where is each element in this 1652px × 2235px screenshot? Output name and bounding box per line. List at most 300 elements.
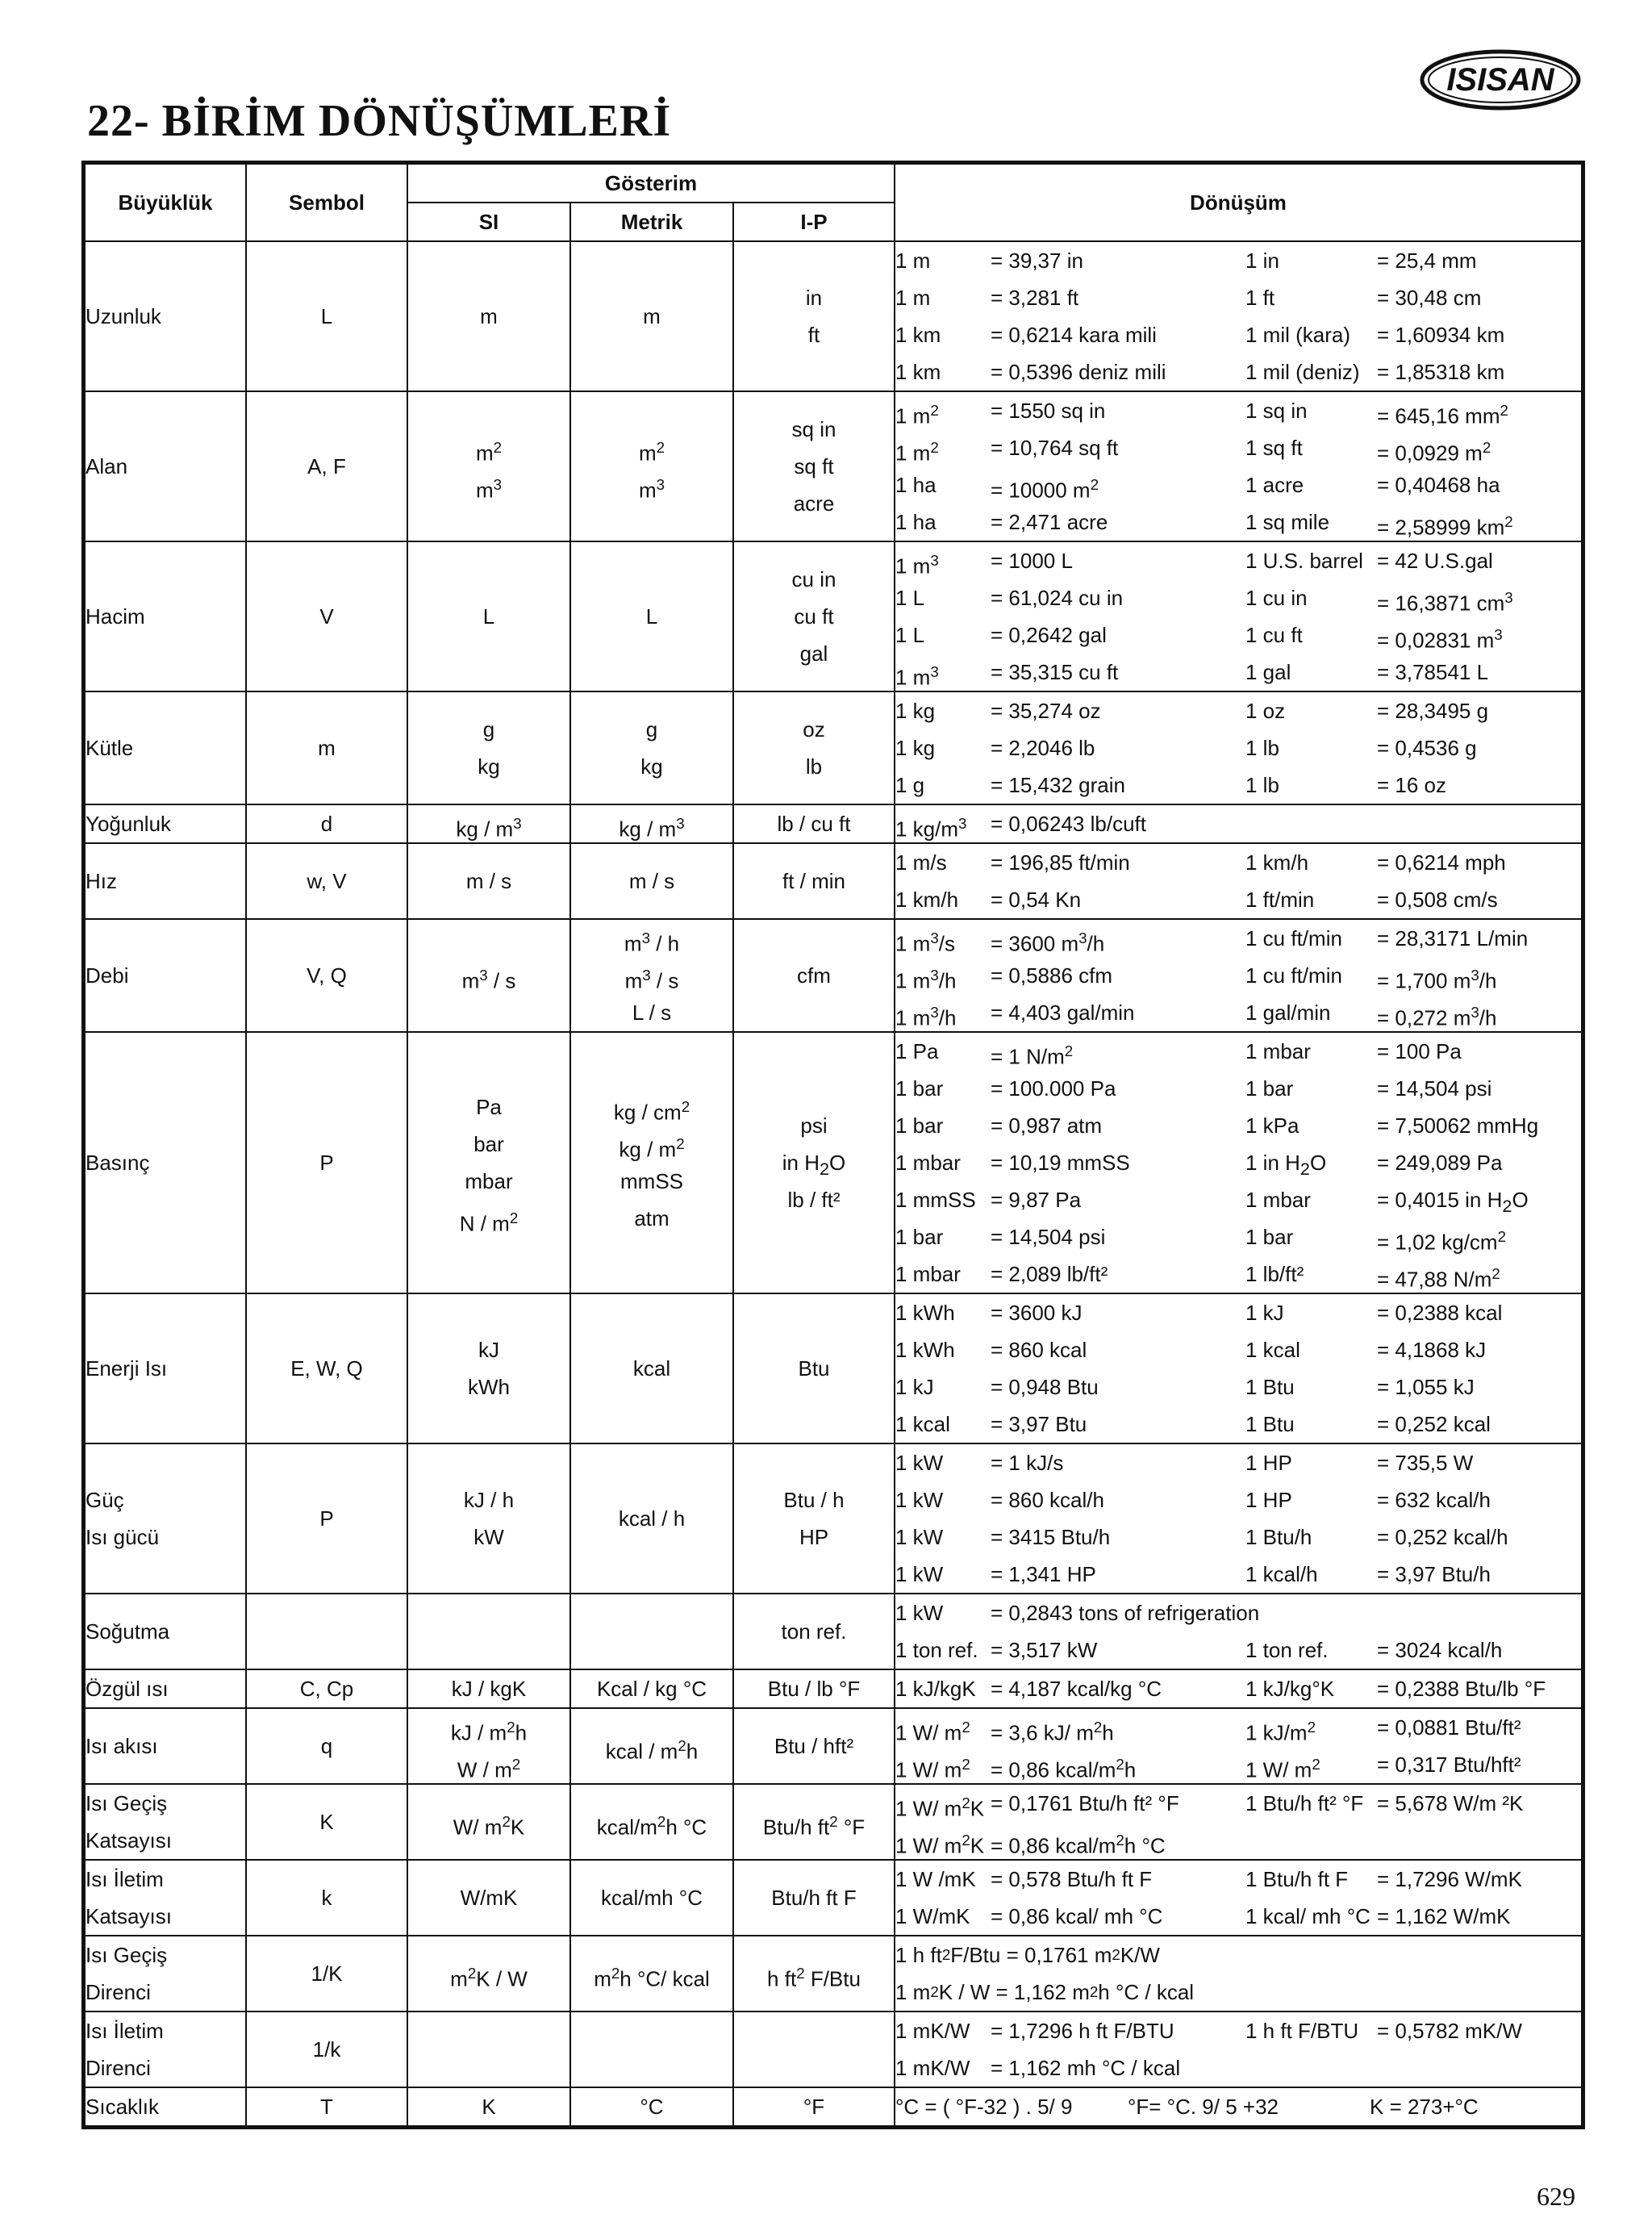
metric-cell-line: m [643, 304, 661, 328]
quantity-cell-line: Isı İletim [86, 1867, 164, 1891]
symbol-cell [246, 1594, 407, 1669]
conversion-part: = 47,88 $N/m^2$ [1377, 1265, 1500, 1292]
metric-cell-line: kcal/$m^2h$ °C [596, 1813, 707, 1840]
conversion-part: 1 cu ft/min [1245, 926, 1342, 950]
conversion-cell [895, 1293, 1582, 1443]
conversion-line [895, 2012, 1581, 2049]
table-row [85, 1443, 1582, 1594]
conversion-cell [895, 691, 1582, 804]
symbol-cell [246, 391, 407, 541]
metric-cell-line: $m^2h$ °C/ kcal [594, 1965, 710, 1991]
table-row [85, 2012, 1582, 2087]
conversion-part: 1 Btu/h ft F [1245, 1867, 1349, 1891]
conversion-part: 1 ton ref. [895, 1638, 978, 1662]
conversion-part [1245, 805, 1377, 842]
conversion-part: = 3,97 Btu [991, 1412, 1087, 1436]
conversion-line [895, 881, 1581, 918]
table-row [85, 1032, 1582, 1293]
conversion-part: = 0,2388 Btu/lb °F [1377, 1677, 1546, 1701]
si-cell-line: g [482, 717, 495, 742]
conversion-part: = 100.000 Pa [991, 1076, 1116, 1101]
symbol-cell-line: m [318, 736, 336, 760]
conversion-cell [895, 391, 1582, 541]
quantity-cell-line: Isı akısı [86, 1734, 158, 1758]
conversion-part: = 645,16 $mm^2$ [1377, 402, 1508, 428]
conversion-part: = 1550 sq in [991, 399, 1106, 423]
conversion-part: = 3,97 Btu/h [1377, 1562, 1491, 1586]
si-cell-line: $m^3$ / s [461, 967, 516, 993]
conversion-line [895, 466, 1581, 503]
conversion-part: 1 oz [1245, 699, 1286, 723]
conversion-part [1377, 805, 1581, 842]
conversion-line [895, 616, 1581, 654]
conversion-line [895, 503, 1581, 541]
conversion-part: = 0,987 atm [991, 1113, 1103, 1138]
conversion-part: 1 kWh [895, 1338, 955, 1362]
table-row [85, 1784, 1582, 1860]
header-quantity: Büyüklük [85, 164, 246, 241]
si-cell [407, 1784, 570, 1860]
symbol-cell [246, 1032, 407, 1293]
metric-cell [570, 1860, 733, 1936]
symbol-cell-line: 1/K [311, 1961, 343, 1986]
conversion-part: °C = ( °F-32 ) . 5/ 9 [895, 2095, 1073, 2119]
conversion-cell [895, 843, 1582, 919]
conversion-part: = 3,78541 L [1377, 660, 1489, 684]
metric-cell [570, 1293, 733, 1443]
conversion-part: 1 $m^3$ [895, 663, 939, 690]
metric-cell-line: kcal / h [618, 1506, 686, 1531]
conversion-part: 1 gal [1245, 660, 1291, 684]
conversion-part: = 1,162 mh °C / kcal [991, 2056, 1181, 2080]
conversion-part: = 735,5 W [1377, 1451, 1474, 1475]
conversion-cell [895, 2087, 1582, 2126]
conversion-line [895, 1746, 1581, 1783]
quantity-cell [85, 1708, 246, 1784]
conversion-part: 1 cu ft [1245, 623, 1303, 647]
conversion-part: 1 kg [895, 699, 936, 723]
metric-cell-line: atm [634, 1206, 670, 1230]
table-row [85, 843, 1582, 919]
header-display: Gösterim [407, 164, 895, 203]
metric-cell-line: °C [640, 2095, 664, 2119]
conversion-part: 1 L [895, 623, 925, 647]
conversion-part: = 0,4536 g [1377, 736, 1477, 760]
metric-cell [570, 1443, 733, 1594]
symbol-cell-line: P [319, 1151, 334, 1175]
quantity-cell [85, 1936, 246, 2012]
symbol-cell [246, 1669, 407, 1708]
conversion-part: 1 kJ [895, 1375, 934, 1399]
conversion-part: 1 L [895, 586, 925, 610]
conversion-part: 1 mmSS [895, 1188, 976, 1212]
conversion-part: = 1,055 kJ [1377, 1375, 1475, 1399]
conversion-part: 1 m [895, 286, 931, 310]
conversion-part: 1 mK/W [895, 2056, 970, 2080]
conversion-part: = 28,3171 L/min [1377, 926, 1529, 950]
ip-cell [733, 1784, 895, 1860]
ip-cell-line: Btu/h $ft^2$ °F [762, 1813, 866, 1840]
si-cell-line: kJ / h [463, 1488, 515, 1512]
conversion-part: = 4,403 gal/min [991, 1001, 1135, 1025]
conversion-part: 1 kg [895, 736, 936, 760]
symbol-cell-line: T [320, 2095, 333, 2119]
conversion-cell [895, 1443, 1582, 1594]
si-cell [407, 1860, 570, 1936]
conversion-part: 1 mil (kara) [1245, 323, 1351, 347]
metric-cell [570, 541, 733, 691]
conversion-cell [895, 1936, 1582, 2012]
quantity-cell-line: Uzunluk [86, 304, 161, 328]
table-row [85, 691, 1582, 804]
conversion-part: = 1000 L [991, 549, 1073, 573]
conversion-part: = 0,5396 deniz mili [991, 360, 1166, 384]
ip-cell-line: oz [803, 717, 825, 742]
conversion-cell [895, 919, 1582, 1032]
conversion-part: = 3415 Btu/h [991, 1525, 1111, 1549]
ip-cell-line: sq ft [794, 454, 834, 478]
conversion-part: = 0,252 kcal [1377, 1412, 1491, 1436]
ip-cell-line: lb / ft² [787, 1188, 841, 1212]
conversion-part: 1 kWh [895, 1301, 955, 1325]
si-cell [407, 2012, 570, 2087]
conversion-line [895, 957, 1581, 994]
si-cell-line: kg / $m^3$ [456, 815, 522, 842]
quantity-cell-line: Hız [86, 869, 117, 893]
quantity-cell-line: Güç [86, 1488, 124, 1512]
table-row [85, 919, 1582, 1032]
si-cell-line: $m^3$ [475, 476, 503, 503]
conversion-line [895, 1861, 1581, 1898]
conversion-line [895, 1822, 1581, 1859]
conversion-line [895, 844, 1581, 881]
conversion-part [1377, 1594, 1581, 1631]
ip-cell-line: °F [803, 2095, 825, 2119]
ip-cell-line: lb / cu ft [777, 812, 851, 836]
conversion-line [895, 805, 1581, 842]
metric-cell [570, 1032, 733, 1293]
conversion-line [895, 1519, 1581, 1556]
conversion-part: 1 W /mK [895, 1867, 976, 1891]
quantity-cell [85, 1784, 246, 1860]
metric-cell [570, 1708, 733, 1784]
ip-cell [733, 241, 895, 391]
symbol-cell-line: A, F [307, 454, 346, 478]
si-cell [407, 1293, 570, 1443]
conversion-part: 1 ft/min [1245, 888, 1315, 912]
si-cell [407, 1669, 570, 1708]
conversion-part: 1 Btu/h ft² °F [1245, 1791, 1364, 1815]
conversion-part: = 196,85 ft/min [991, 850, 1130, 875]
quantity-cell [85, 1669, 246, 1708]
conversion-part: 1 $kJ/m^2$ [1245, 1719, 1316, 1745]
table-row [85, 1708, 1582, 1784]
conversion-cell [895, 1708, 1582, 1784]
conversion-cell [895, 2012, 1582, 2087]
conversion-part: 1 g [895, 773, 925, 797]
quantity-cell [85, 691, 246, 804]
conversion-line [895, 392, 1581, 429]
conversion-part: 1 mK/W [895, 2019, 970, 2043]
conversion-part: = 0,54 Kn [991, 888, 1082, 912]
page-title: 22- BİRİM DÖNÜŞÜMLERİ [87, 96, 672, 146]
conversion-line [895, 1107, 1581, 1144]
conversion-part: 1 bar [895, 1225, 944, 1249]
unit-conversion-table [84, 163, 1583, 2127]
ip-cell-line: psi [800, 1113, 828, 1138]
conversion-part: 1 kJ [1245, 1301, 1284, 1325]
symbol-cell-line: P [319, 1506, 334, 1531]
si-cell [407, 1443, 570, 1594]
conversion-part: 1 HP [1245, 1488, 1292, 1512]
conversion-line: 1 h ft 2 F/Btu = 0,1761 m 2 K/W [895, 1943, 1160, 1967]
quantity-cell [85, 391, 246, 541]
conversion-line [895, 579, 1581, 616]
metric-cell-line: kg / $cm^2$ [613, 1098, 690, 1125]
quantity-cell [85, 1594, 246, 1669]
conversion-part: 1 kW [895, 1562, 944, 1586]
si-cell-line: W/mK [460, 1886, 518, 1910]
metric-cell [570, 1594, 733, 1669]
si-cell [407, 843, 570, 919]
conversion-part: 1 $kg/m^3$ [895, 815, 967, 842]
ip-cell [733, 804, 895, 843]
conversion-line [895, 542, 1581, 579]
quantity-cell-line: Hacim [86, 604, 145, 629]
conversion-cell [895, 541, 1582, 691]
metric-cell [570, 1936, 733, 2012]
table-row [85, 1594, 1582, 1669]
metric-cell-line: g [645, 717, 658, 742]
logo-text: ISISAN [1446, 62, 1554, 98]
quantity-cell-line: Sıcaklık [86, 2095, 160, 2119]
conversion-line [895, 2049, 1581, 2087]
ip-cell [733, 2087, 895, 2126]
metric-cell [570, 2012, 733, 2087]
header-symbol: Sembol [246, 164, 407, 241]
conversion-part: 1 $m^3$ [895, 552, 939, 579]
conversion-part: = 3,6 kJ/ $m^2h$ [991, 1719, 1114, 1745]
si-cell-line: kg [478, 754, 500, 779]
conversion-part: = 1 $N/m^2$ [991, 1042, 1074, 1069]
symbol-cell-line: k [321, 1886, 332, 1910]
quantity-cell-line: Soğutma [86, 1619, 170, 1644]
conversion-part: 1 ton ref. [1245, 1638, 1329, 1662]
metric-cell-line: kcal/mh °C [601, 1886, 703, 1910]
conversion-part: = 1,162 W/mK [1377, 1904, 1511, 1928]
conversion-part: 1 km [895, 360, 941, 384]
conversion-part: = 1,60934 km [1377, 323, 1505, 347]
si-cell-line: N / $m^2$ [459, 1209, 519, 1236]
quantity-cell-line: Yoğunluk [86, 812, 172, 836]
conversion-part: 1 kcal [1245, 1338, 1300, 1362]
conversion-part: 1 Btu/h [1245, 1525, 1312, 1549]
symbol-cell [246, 804, 407, 843]
conversion-part: = 5,678 W/m ²K [1377, 1791, 1524, 1815]
ip-cell-line: Btu / lb °F [767, 1677, 861, 1701]
conversion-part: = 0,5886 cfm [991, 963, 1113, 988]
conversion-line [895, 654, 1581, 691]
si-cell [407, 1032, 570, 1293]
conversion-line [895, 1898, 1581, 1935]
conversion-part: 1 cu in [1245, 586, 1308, 610]
ip-cell [733, 541, 895, 691]
conversion-cell [895, 1784, 1582, 1860]
quantity-cell-line: Isı gücü [86, 1525, 160, 1549]
conversion-part: = 15,432 grain [991, 773, 1125, 797]
conversion-line [895, 242, 1581, 279]
conversion-part: = 35,274 oz [991, 699, 1101, 723]
quantity-cell [85, 1443, 246, 1594]
conversion-part: = 0,6214 kara mili [991, 323, 1157, 347]
header-conversion: Dönüşüm [895, 164, 1582, 241]
ip-cell-line: Btu / hft² [774, 1734, 854, 1758]
quantity-cell-line: Isı Geçiş [86, 1943, 168, 1967]
si-cell [407, 919, 570, 1032]
si-cell-line: kJ / $m^2h$ [450, 1719, 528, 1745]
quantity-cell [85, 2012, 246, 2087]
conversion-part: = 0,2642 gal [991, 623, 1107, 647]
quantity-cell-line: Katsayısı [86, 1904, 172, 1928]
si-cell [407, 1594, 570, 1669]
conversion-part: = 632 kcal/h [1377, 1488, 1491, 1512]
conversion-part: = 4,1868 kJ [1377, 1338, 1487, 1362]
table-row [85, 1669, 1582, 1708]
conversion-part: 1 mbar [1245, 1188, 1311, 1212]
si-cell-line: m / s [465, 869, 512, 893]
conversion-part: 1 kPa [1245, 1113, 1299, 1138]
conversion-line [895, 1444, 1581, 1481]
conversion-part: 1 W/ $m^2$ [895, 1756, 970, 1782]
conversion-part: 1 lb [1245, 736, 1279, 760]
conversion-part: 1 kcal/h [1245, 1562, 1318, 1586]
conversion-part: = 61,024 cu in [991, 586, 1124, 610]
conversion-part: = 25,4 mm [1377, 249, 1477, 273]
symbol-cell-line: 1/k [312, 2037, 341, 2062]
table-row [85, 804, 1582, 843]
table-row [85, 2087, 1582, 2126]
conversion-part: 1 $m^2$ [895, 402, 939, 428]
conversion-part: 1 kcal [895, 1412, 950, 1436]
conversion-part: °F= °C. 9/ 5 +32 [1128, 2095, 1279, 2119]
ip-cell-line: h $ft^2$ F/Btu [767, 1965, 861, 1991]
conversion-line [895, 1481, 1581, 1519]
conversion-part: 1 W/ $m^2$ [895, 1719, 970, 1745]
symbol-cell [246, 241, 407, 391]
metric-cell-line: kg [640, 754, 663, 779]
quantity-cell-line: Kütle [86, 736, 134, 760]
ip-cell-line: ft / min [782, 869, 845, 893]
si-cell-line: m [480, 304, 498, 328]
quantity-cell [85, 1032, 246, 1293]
metric-cell [570, 919, 733, 1032]
quantity-cell [85, 804, 246, 843]
ip-cell [733, 2012, 895, 2087]
symbol-cell-line: L [320, 304, 333, 328]
symbol-cell-line: q [320, 1734, 333, 1758]
conversion-line [895, 2088, 1581, 2125]
symbol-cell [246, 541, 407, 691]
conversion-part: 1 mbar [895, 1151, 961, 1175]
conversion-cell [895, 804, 1582, 843]
conversion-part: = 39,37 in [991, 249, 1083, 273]
si-cell [407, 1708, 570, 1784]
si-cell-line: mbar [465, 1169, 513, 1193]
symbol-cell-line: d [320, 812, 333, 836]
metric-cell-line: L / s [632, 1001, 672, 1025]
conversion-part: = 1,7296 W/mK [1377, 1867, 1522, 1891]
conversion-line: 1 m 2 K / W = 1,162 m 2 h °C / kcal [895, 1980, 1195, 2004]
conversion-part: = 10,19 mmSS [991, 1151, 1130, 1175]
ip-cell-line: cu ft [794, 604, 834, 629]
metric-cell-line: $m^2$ [638, 439, 665, 466]
conversion-line [895, 1785, 1581, 1822]
conversion-part: = 1,700 $m^3/h$ [1377, 967, 1497, 993]
si-cell-line: L [482, 604, 495, 629]
conversion-part: = 16,3871 $cm^3$ [1377, 589, 1513, 616]
conversion-part: 1 W/ $m^2K$ [895, 1794, 985, 1821]
si-cell-line: W / $m^2$ [457, 1756, 521, 1782]
conversion-line [895, 1368, 1581, 1406]
quantity-cell [85, 919, 246, 1032]
conversion-part: = 0,5782 mK/W [1377, 2019, 1522, 2043]
ip-cell [733, 1860, 895, 1936]
conversion-part: = 1,02 $kg/cm^2$ [1377, 1228, 1506, 1255]
conversion-part: = 1,85318 km [1377, 360, 1505, 384]
ip-cell-line: cu in [791, 567, 836, 591]
conversion-part: 1 kcal/ mh °C [1245, 1904, 1370, 1928]
metric-cell-line: L [645, 604, 658, 629]
metric-cell [570, 2087, 733, 2126]
conversion-part: 1 $m^3/h$ [895, 967, 957, 993]
si-cell [407, 691, 570, 804]
conversion-part: = 1 kJ/s [991, 1451, 1064, 1475]
conversion-part: 1 kW [895, 1525, 944, 1549]
ip-cell-line: sq in [791, 417, 836, 441]
conversion-part: 1 kJ/kg°K [1245, 1677, 1335, 1701]
metric-cell-line: Kcal / kg °C [596, 1677, 707, 1701]
symbol-cell [246, 1860, 407, 1936]
ip-cell-line: acre [793, 491, 835, 516]
conversion-part: = 0,2388 kcal [1377, 1301, 1503, 1325]
conversion-part: 1 bar [895, 1113, 944, 1138]
metric-cell-line: kg / $m^3$ [619, 815, 685, 842]
conversion-part [1377, 2049, 1581, 2087]
conversion-line [895, 1070, 1581, 1107]
conversion-line [895, 1033, 1581, 1070]
metric-cell-line: m / s [628, 869, 675, 893]
conversion-part: 1 bar [1245, 1076, 1294, 1101]
conversion-part: = 30,48 cm [1377, 286, 1482, 310]
conversion-part: 1 ha [895, 510, 937, 534]
conversion-part: 1 gal/min [1245, 1001, 1331, 1025]
conversion-line [895, 1294, 1581, 1331]
conversion-part: = 2,58999 $km^2$ [1377, 513, 1513, 540]
metric-cell [570, 241, 733, 391]
quantity-cell-line: Özgül ısı [86, 1677, 169, 1701]
conversion-part: 1 km/h [895, 888, 959, 912]
table-row [85, 241, 1582, 391]
si-cell-line: kJ [478, 1338, 499, 1362]
symbol-cell-line: K [319, 1810, 334, 1834]
conversion-part: 1 cu ft/min [1245, 963, 1342, 988]
conversion-part: 1 m/s [895, 850, 947, 875]
symbol-cell [246, 1293, 407, 1443]
conversion-part: = 2,471 acre [991, 510, 1108, 534]
si-cell-line: kWh [468, 1375, 510, 1399]
conversion-line [895, 920, 1581, 957]
quantity-cell-line: Alan [86, 454, 128, 478]
